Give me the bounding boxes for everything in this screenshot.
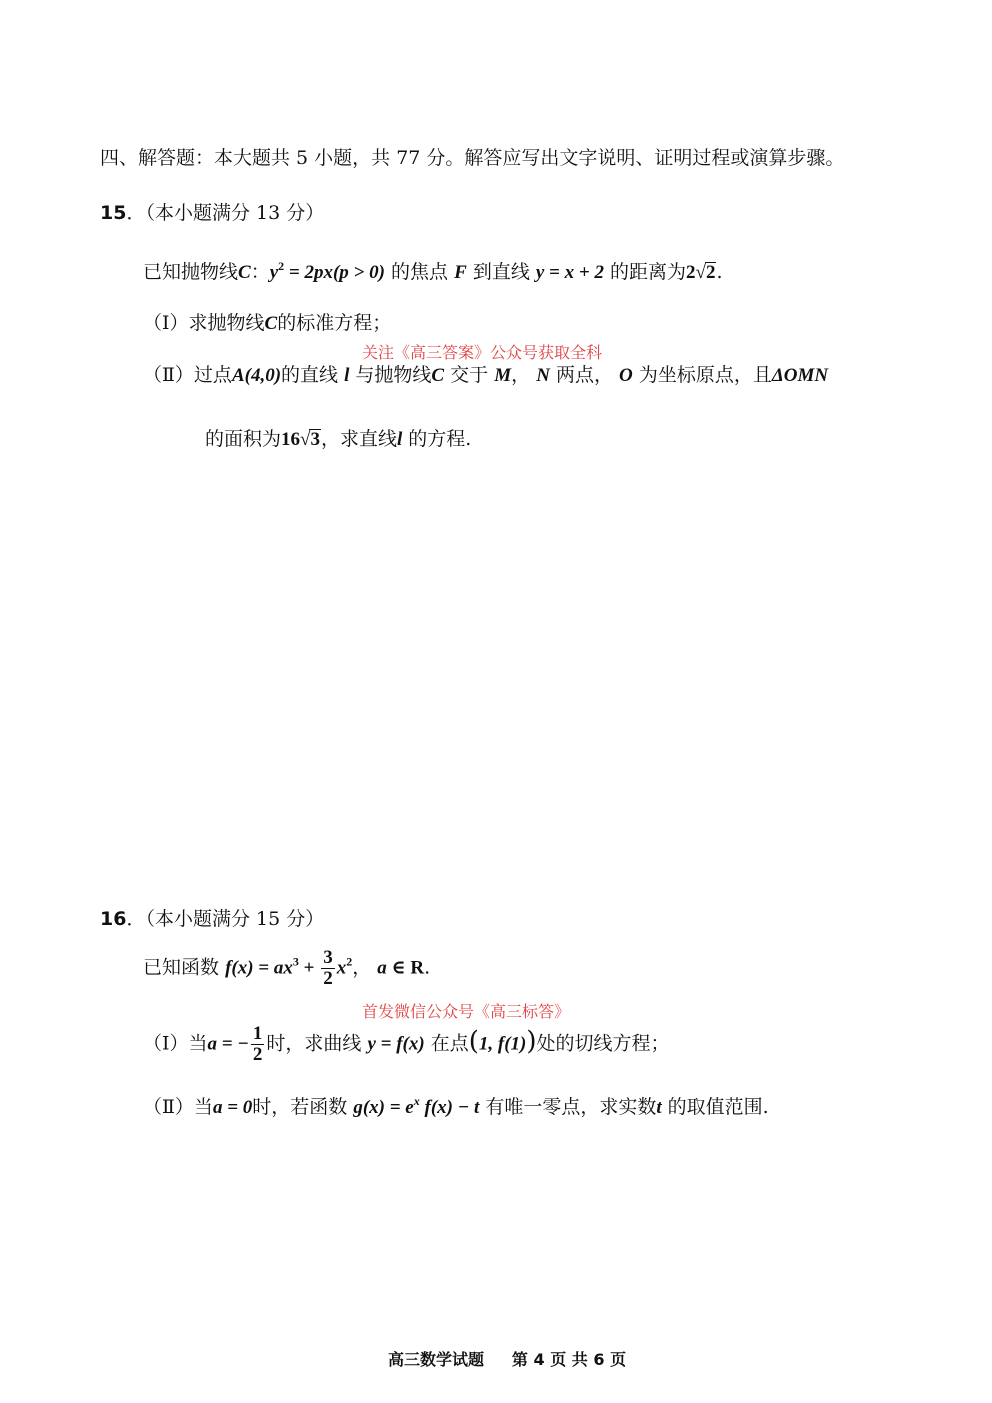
q15-dist-radical: √2 <box>695 262 716 283</box>
q16-part2-a: a = 0 <box>212 1097 253 1118</box>
q16-part2-g: g(x) = e <box>353 1097 414 1118</box>
q15-dist-coef: 2 <box>686 262 696 283</box>
q16-stem-in: ∈ R <box>386 957 425 979</box>
q15-part2-l2: l <box>396 429 403 450</box>
q15-stem-prefix: 已知抛物线 <box>143 261 239 283</box>
watermark-1: 关注《高三答案》公众号获取全科 <box>362 343 603 362</box>
q15-part2-text-g: 为坐标原点，且 <box>638 364 772 386</box>
q16-number: 16 <box>100 908 127 930</box>
q16-part2 <box>143 1094 769 1121</box>
q15-eq-rest: = 2px(p > 0) <box>284 262 385 283</box>
q16-part2-g2: f(x) − t <box>419 1097 480 1118</box>
q15-part2-line2 <box>205 426 471 453</box>
q16-stem-plus: + <box>298 957 320 979</box>
q16-stem-end: . <box>424 956 431 979</box>
q15-area-radicand: 3 <box>310 429 320 450</box>
q15-part1-c: C <box>264 313 278 334</box>
q16-points: ．（本小题满分 15 分） <box>126 908 325 930</box>
q15-part2-c: C <box>431 365 445 386</box>
q16-part1-frac <box>251 1024 265 1065</box>
q15-part2-text-d: 交于 <box>450 364 489 386</box>
q15-stem-mid: 的焦点 <box>391 261 449 283</box>
q15-part2-o: O <box>619 365 633 386</box>
footer-page-total: 6 <box>593 1350 605 1369</box>
q16-part2-text-c: 有唯一零点，求实数 <box>485 1096 657 1118</box>
q16-part2-text-b: 时，若函数 <box>252 1096 348 1118</box>
q15-part2-l: l <box>344 365 350 386</box>
watermark-2: 首发微信公众号《高三标答》 <box>362 1002 571 1021</box>
q16-part1-point: 1, f(1) <box>478 1033 527 1055</box>
q15-part1-text-b: 的标准方程； <box>277 312 392 334</box>
q15-stem-line: y = x + 2 <box>535 262 604 283</box>
q15-part2-n: N <box>536 365 550 386</box>
footer-subject: 高三数学试题 <box>388 1350 485 1369</box>
q15-dist-radicand: 2 <box>705 262 716 283</box>
q16-stem-prefix: 已知函数 <box>143 956 220 979</box>
q15-part2-label: （Ⅱ） <box>143 364 194 386</box>
q15-stem-colon: ： <box>250 261 270 283</box>
q15-eq-y: y <box>269 262 279 283</box>
q16-part1-label: （Ⅰ） <box>143 1032 189 1055</box>
q16-header <box>100 906 324 932</box>
q15-part2-line2-b: ，求直线 <box>320 428 397 450</box>
q15-number: 15 <box>100 202 127 224</box>
q16-stem <box>143 948 430 989</box>
q16-stem-exp3: 3 <box>292 954 299 969</box>
q15-eq-exp: 2 <box>278 259 285 273</box>
q15-part2-text-e: ， <box>511 364 531 386</box>
q15-part2-m: M <box>494 365 512 386</box>
footer-page-label-a: 第 <box>511 1350 528 1369</box>
q16-stem-sep: ， <box>352 956 372 979</box>
footer-page-label-c: 页 <box>610 1350 627 1369</box>
q16-frac-num: 3 <box>323 947 333 968</box>
q16-part2-text-d: 的取值范围. <box>667 1096 769 1118</box>
q16-part2-label: （Ⅱ） <box>143 1096 194 1118</box>
q16-part1-lparen: ( <box>468 1026 479 1057</box>
q15-part2-text-b: 的直线 <box>281 364 339 386</box>
q16-stem-x: x <box>336 957 347 979</box>
q15-points: ．（本小题满分 13 分） <box>126 202 325 224</box>
q16-frac-den: 2 <box>323 968 333 989</box>
q15-part2-triangle: ΔOMN <box>771 365 829 386</box>
footer-page-num: 4 <box>533 1350 545 1369</box>
q15-stem-end: . <box>716 261 723 283</box>
section-heading: 四、解答题：本大题共 5 小题，共 77 分。解答应写出文字说明、证明过程或演算步骤。 <box>100 147 845 169</box>
q15-part2 <box>143 362 828 389</box>
q15-area-radical: √3 <box>300 429 320 450</box>
q15-part2-text-c: 与抛物线 <box>355 364 432 386</box>
q16-part1-text-d: 处的切线方程； <box>536 1032 670 1055</box>
q15-header <box>100 200 324 226</box>
q16-part2-exp: x <box>413 1094 420 1108</box>
q16-part2-text-a: 当 <box>193 1096 213 1118</box>
q15-part2-text-f: 两点， <box>555 364 613 386</box>
q15-stem-mid2: 到直线 <box>472 261 530 283</box>
q15-part2-text-a: 过点 <box>193 364 232 386</box>
page-footer <box>388 1347 626 1370</box>
q16-part1-text-c: 在点 <box>430 1032 469 1055</box>
q16-stem-exp2: 2 <box>346 954 353 969</box>
q16-stem-a: a <box>377 957 387 979</box>
q15-part2-point: A(4,0) <box>231 365 282 386</box>
q16-part1-text-a: 当 <box>188 1032 208 1055</box>
footer-page-label-b: 页 共 <box>550 1350 588 1369</box>
q15-stem-c: C <box>238 262 251 283</box>
q15-stem-f: F <box>454 262 467 283</box>
q15-part2-line2-a: 的面积为 <box>205 428 282 450</box>
q16-stem-f: f(x) = ax <box>225 957 293 979</box>
q15-area-coef: 16 <box>281 429 301 450</box>
q16-part1 <box>143 1024 670 1065</box>
q16-part1-frac-num: 1 <box>252 1023 263 1044</box>
q16-part2-t: t <box>656 1097 662 1118</box>
q15-part1-text-a: 求抛物线 <box>188 312 265 334</box>
q16-part1-curve: y = f(x) <box>367 1033 425 1055</box>
q15-stem-mid3: 的距离为 <box>610 261 687 283</box>
q15-part2-line2-c: 的方程. <box>408 428 472 450</box>
q16-stem-frac <box>321 948 335 989</box>
q16-part1-frac-den: 2 <box>252 1044 263 1065</box>
q16-part1-text-b: 时，求曲线 <box>266 1032 362 1055</box>
q15-part1-label: （Ⅰ） <box>143 312 189 334</box>
q15-part1 <box>143 310 391 337</box>
q16-part1-a: a = − <box>207 1033 249 1055</box>
q15-stem <box>143 259 723 286</box>
q16-part1-rparen: ) <box>526 1026 537 1057</box>
